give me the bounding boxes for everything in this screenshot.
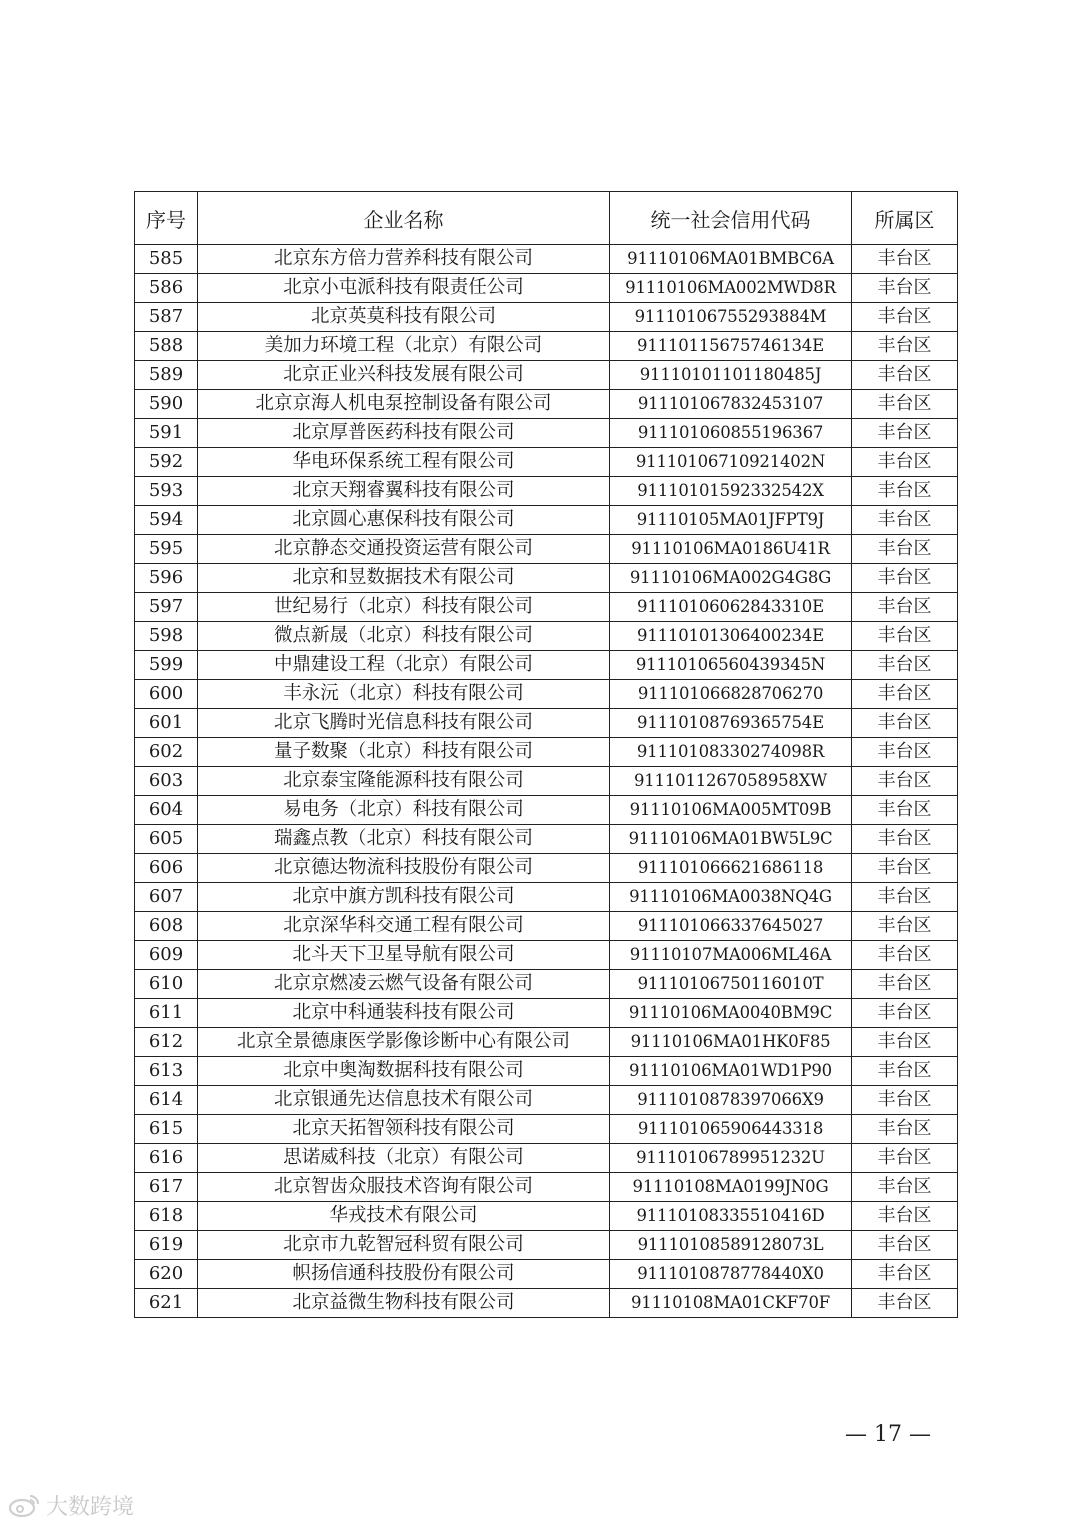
row-seq: 588: [135, 332, 198, 361]
table-row: [135, 564, 958, 593]
table-row: [135, 883, 958, 912]
row-district: 丰台区: [852, 912, 958, 941]
row-credit-code: 911101066621686118: [610, 854, 852, 883]
row-credit-code: 91110108769365754E: [610, 709, 852, 738]
row-company-name: 中鼎建设工程（北京）有限公司: [198, 651, 610, 680]
row-credit-code: 91110108330274098R: [610, 738, 852, 767]
row-district: 丰台区: [852, 448, 958, 477]
row-company-name: 北京智齿众服技术咨询有限公司: [198, 1173, 610, 1202]
table-body: [135, 245, 958, 1318]
table-row: [135, 390, 958, 419]
row-seq: 587: [135, 303, 198, 332]
row-credit-code: 91110107MA006ML46A: [610, 941, 852, 970]
row-credit-code: 91110106750116010T: [610, 970, 852, 999]
row-district: 丰台区: [852, 999, 958, 1028]
row-company-name: 北京静态交通投资运营有限公司: [198, 535, 610, 564]
row-district: 丰台区: [852, 1173, 958, 1202]
row-company-name: 丰永沅（北京）科技有限公司: [198, 680, 610, 709]
row-company-name: 北京全景德康医学影像诊断中心有限公司: [198, 1028, 610, 1057]
row-seq: 592: [135, 448, 198, 477]
table-row: [135, 419, 958, 448]
row-district: 丰台区: [852, 970, 958, 999]
row-seq: 605: [135, 825, 198, 854]
row-district: 丰台区: [852, 622, 958, 651]
header-company-name: 企业名称: [198, 192, 610, 245]
row-seq: 596: [135, 564, 198, 593]
row-company-name: 瑞鑫点教（北京）科技有限公司: [198, 825, 610, 854]
table-row: [135, 825, 958, 854]
header-credit-code: 统一社会信用代码: [610, 192, 852, 245]
row-credit-code: 91110105MA01JFPT9J: [610, 506, 852, 535]
row-credit-code: 91110106MA01BW5L9C: [610, 825, 852, 854]
row-credit-code: 91110106755293884M: [610, 303, 852, 332]
row-credit-code: 91110106MA002MWD8R: [610, 274, 852, 303]
row-company-name: 北京正业兴科技发展有限公司: [198, 361, 610, 390]
row-district: 丰台区: [852, 1057, 958, 1086]
table-row: [135, 738, 958, 767]
row-seq: 604: [135, 796, 198, 825]
row-seq: 621: [135, 1289, 198, 1318]
row-district: 丰台区: [852, 332, 958, 361]
row-credit-code: 91110106MA002G4G8G: [610, 564, 852, 593]
row-credit-code: 91110101101180485J: [610, 361, 852, 390]
row-company-name: 北京天翔睿翼科技有限公司: [198, 477, 610, 506]
row-credit-code: 91110106MA0040BM9C: [610, 999, 852, 1028]
row-seq: 603: [135, 767, 198, 796]
row-seq: 590: [135, 390, 198, 419]
row-seq: 591: [135, 419, 198, 448]
row-district: 丰台区: [852, 1231, 958, 1260]
row-district: 丰台区: [852, 854, 958, 883]
company-table: [134, 191, 958, 1318]
row-district: 丰台区: [852, 506, 958, 535]
row-district: 丰台区: [852, 390, 958, 419]
row-seq: 602: [135, 738, 198, 767]
row-company-name: 量子数聚（北京）科技有限公司: [198, 738, 610, 767]
row-seq: 597: [135, 593, 198, 622]
row-credit-code: 9111011267058958XW: [610, 767, 852, 796]
row-district: 丰台区: [852, 1028, 958, 1057]
table-row: [135, 332, 958, 361]
row-seq: 598: [135, 622, 198, 651]
row-seq: 608: [135, 912, 198, 941]
row-company-name: 北京德达物流科技股份有限公司: [198, 854, 610, 883]
row-seq: 601: [135, 709, 198, 738]
watermark: [8, 1490, 134, 1520]
row-credit-code: 91110106MA01HK0F85: [610, 1028, 852, 1057]
row-seq: 618: [135, 1202, 198, 1231]
row-company-name: 北京天拓智领科技有限公司: [198, 1115, 610, 1144]
table-row: [135, 1115, 958, 1144]
row-seq: 595: [135, 535, 198, 564]
row-credit-code: 9111010878397066X9: [610, 1086, 852, 1115]
row-company-name: 北京小屯派科技有限责任公司: [198, 274, 610, 303]
row-district: 丰台区: [852, 564, 958, 593]
row-seq: 611: [135, 999, 198, 1028]
row-district: 丰台区: [852, 477, 958, 506]
row-district: 丰台区: [852, 883, 958, 912]
row-district: 丰台区: [852, 1115, 958, 1144]
row-district: 丰台区: [852, 361, 958, 390]
row-credit-code: 911101060855196367: [610, 419, 852, 448]
row-district: 丰台区: [852, 651, 958, 680]
table-row: [135, 477, 958, 506]
row-credit-code: 91110106MA0186U41R: [610, 535, 852, 564]
row-credit-code: 91110108MA0199JN0G: [610, 1173, 852, 1202]
row-seq: 620: [135, 1260, 198, 1289]
row-company-name: 北京和昱数据技术有限公司: [198, 564, 610, 593]
row-company-name: 北京英莫科技有限公司: [198, 303, 610, 332]
row-credit-code: 91110106MA01BMBC6A: [610, 245, 852, 274]
row-district: 丰台区: [852, 796, 958, 825]
row-credit-code: 91110106062843310E: [610, 593, 852, 622]
row-credit-code: 911101066828706270: [610, 680, 852, 709]
table-row: [135, 767, 958, 796]
row-seq: 614: [135, 1086, 198, 1115]
table-row: [135, 970, 958, 999]
row-seq: 594: [135, 506, 198, 535]
row-district: 丰台区: [852, 1144, 958, 1173]
row-credit-code: 91110106789951232U: [610, 1144, 852, 1173]
row-company-name: 北京东方倍力营养科技有限公司: [198, 245, 610, 274]
row-company-name: 北京飞腾时光信息科技有限公司: [198, 709, 610, 738]
row-seq: 617: [135, 1173, 198, 1202]
row-company-name: 北京银通先达信息技术有限公司: [198, 1086, 610, 1115]
row-seq: 606: [135, 854, 198, 883]
table-row: [135, 593, 958, 622]
row-seq: 586: [135, 274, 198, 303]
row-credit-code: 911101065906443318: [610, 1115, 852, 1144]
row-seq: 615: [135, 1115, 198, 1144]
row-company-name: 易电务（北京）科技有限公司: [198, 796, 610, 825]
row-district: 丰台区: [852, 1086, 958, 1115]
company-table-container: [134, 191, 957, 1318]
row-district: 丰台区: [852, 274, 958, 303]
row-district: 丰台区: [852, 1289, 958, 1318]
row-company-name: 美加力环境工程（北京）有限公司: [198, 332, 610, 361]
table-row: [135, 274, 958, 303]
row-credit-code: 911101067832453107: [610, 390, 852, 419]
header-district: 所属区: [852, 192, 958, 245]
table-row: [135, 1144, 958, 1173]
row-company-name: 微点新晟（北京）科技有限公司: [198, 622, 610, 651]
row-company-name: 北京京燃凌云燃气设备有限公司: [198, 970, 610, 999]
row-district: 丰台区: [852, 593, 958, 622]
row-credit-code: 91110106560439345N: [610, 651, 852, 680]
table-row: [135, 361, 958, 390]
row-company-name: 北京厚普医药科技有限公司: [198, 419, 610, 448]
row-district: 丰台区: [852, 941, 958, 970]
row-credit-code: 91110108589128073L: [610, 1231, 852, 1260]
row-seq: 616: [135, 1144, 198, 1173]
row-seq: 607: [135, 883, 198, 912]
row-company-name: 北京中科通装科技有限公司: [198, 999, 610, 1028]
watermark-text: 大数跨境: [46, 1494, 135, 1520]
table-row: [135, 506, 958, 535]
row-district: 丰台区: [852, 767, 958, 796]
row-seq: 589: [135, 361, 198, 390]
row-district: 丰台区: [852, 303, 958, 332]
row-credit-code: 91110108335510416D: [610, 1202, 852, 1231]
row-company-name: 北京京海人机电泵控制设备有限公司: [198, 390, 610, 419]
table-row: [135, 1028, 958, 1057]
table-row: [135, 709, 958, 738]
table-row: [135, 680, 958, 709]
row-district: 丰台区: [852, 738, 958, 767]
row-credit-code: 9111010878778440X0: [610, 1260, 852, 1289]
table-row: [135, 303, 958, 332]
row-company-name: 北京圆心惠保科技有限公司: [198, 506, 610, 535]
row-seq: 613: [135, 1057, 198, 1086]
row-seq: 585: [135, 245, 198, 274]
table-row: [135, 999, 958, 1028]
table-row: [135, 912, 958, 941]
row-seq: 593: [135, 477, 198, 506]
row-district: 丰台区: [852, 245, 958, 274]
row-company-name: 北京市九乾智冠科贸有限公司: [198, 1231, 610, 1260]
row-credit-code: 91110108MA01CKF70F: [610, 1289, 852, 1318]
row-seq: 600: [135, 680, 198, 709]
row-credit-code: 91110106MA005MT09B: [610, 796, 852, 825]
row-credit-code: 91110101306400234E: [610, 622, 852, 651]
table-row: [135, 1231, 958, 1260]
table-row: [135, 796, 958, 825]
row-company-name: 世纪易行（北京）科技有限公司: [198, 593, 610, 622]
row-credit-code: 91110106MA0038NQ4G: [610, 883, 852, 912]
row-district: 丰台区: [852, 825, 958, 854]
table-row: [135, 1260, 958, 1289]
row-company-name: 北京深华科交通工程有限公司: [198, 912, 610, 941]
row-company-name: 北京中奥淘数据科技有限公司: [198, 1057, 610, 1086]
table-row: [135, 1289, 958, 1318]
row-district: 丰台区: [852, 1202, 958, 1231]
row-district: 丰台区: [852, 535, 958, 564]
header-seq: 序号: [135, 192, 198, 245]
table-row: [135, 1086, 958, 1115]
row-district: 丰台区: [852, 680, 958, 709]
table-row: [135, 1057, 958, 1086]
row-company-name: 思诺威科技（北京）有限公司: [198, 1144, 610, 1173]
row-company-name: 北斗天下卫星导航有限公司: [198, 941, 610, 970]
table-row: [135, 245, 958, 274]
table-row: [135, 651, 958, 680]
table-row: [135, 854, 958, 883]
row-seq: 599: [135, 651, 198, 680]
row-credit-code: 911101066337645027: [610, 912, 852, 941]
table-row: [135, 535, 958, 564]
row-credit-code: 91110101592332542X: [610, 477, 852, 506]
row-company-name: 帜扬信通科技股份有限公司: [198, 1260, 610, 1289]
row-company-name: 北京泰宝隆能源科技有限公司: [198, 767, 610, 796]
row-credit-code: 91110106710921402N: [610, 448, 852, 477]
row-seq: 612: [135, 1028, 198, 1057]
row-company-name: 华电环保系统工程有限公司: [198, 448, 610, 477]
row-seq: 610: [135, 970, 198, 999]
table-row: [135, 448, 958, 477]
row-credit-code: 91110106MA01WD1P90: [610, 1057, 852, 1086]
page-number: — 17 —: [845, 1422, 931, 1447]
table-row: [135, 1173, 958, 1202]
row-company-name: 北京中旗方凯科技有限公司: [198, 883, 610, 912]
weibo-logo-icon: [8, 1492, 42, 1518]
row-seq: 609: [135, 941, 198, 970]
row-district: 丰台区: [852, 419, 958, 448]
row-company-name: 北京益微生物科技有限公司: [198, 1289, 610, 1318]
row-district: 丰台区: [852, 709, 958, 738]
row-seq: 619: [135, 1231, 198, 1260]
row-district: 丰台区: [852, 1260, 958, 1289]
row-company-name: 华戎技术有限公司: [198, 1202, 610, 1231]
table-row: [135, 1202, 958, 1231]
row-credit-code: 91110115675746134E: [610, 332, 852, 361]
table-row: [135, 941, 958, 970]
table-row: [135, 622, 958, 651]
table-header-row: [135, 192, 958, 245]
